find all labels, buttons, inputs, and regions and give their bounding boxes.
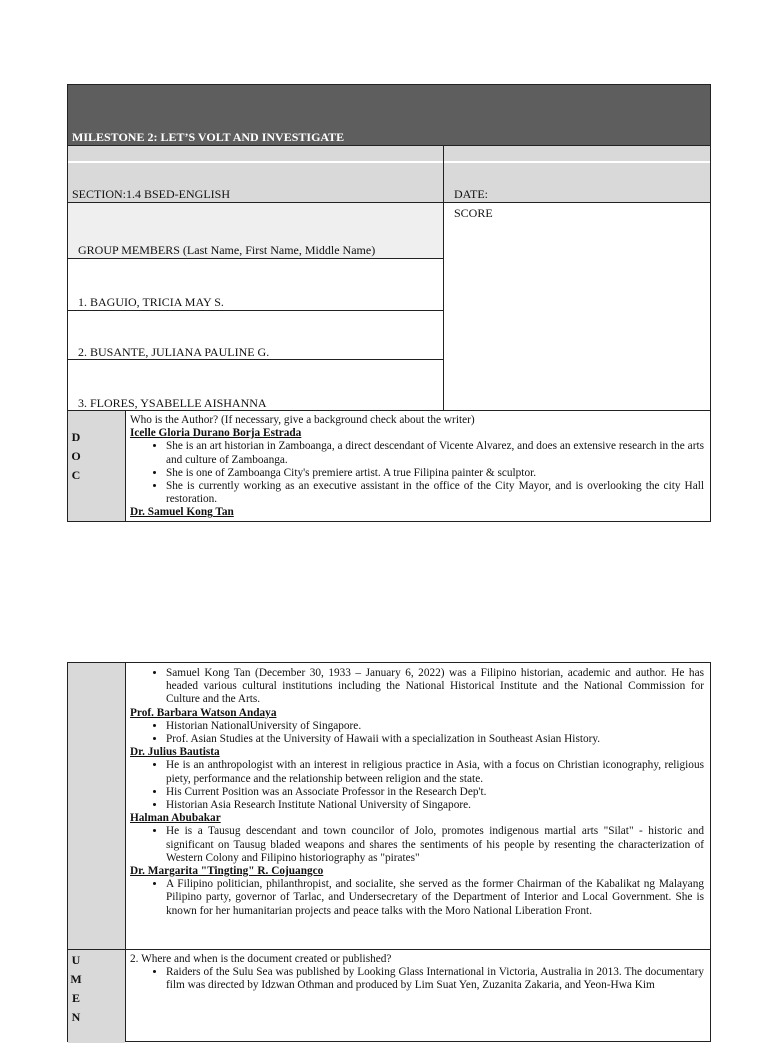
side-letter: E: [71, 991, 80, 1005]
list-item: • He is a Tausug descendant and town councilor of Jolo, promotes indigenous martial arts "Silat" - historic and significant on Tausug bladed weapons and shares the sentiments of his people by resenting the characterization of Western Colony and Filipino historiography as "pirates": [166, 825, 704, 865]
list-item: • Samuel Kong Tan (December 30, 1933 – January 6, 2022) was a Filipino historian, academic and author. He has headed various cultural institutions including the National Historical Institute and the National Commission for Culture and the Arts.: [166, 667, 704, 707]
answer-details: [130, 966, 704, 992]
form-title: MILESTONE 2: LET’S VOLT AND INVESTIGATE: [72, 130, 345, 144]
side-letter: O: [71, 449, 81, 463]
list-item: • Historian Asia Research Institute National University of Singapore.: [166, 799, 704, 812]
side-letters: [68, 428, 84, 485]
list-item: • Historian NationalUniversity of Singapore.: [166, 720, 704, 733]
side-letters: [68, 951, 84, 1027]
side-letter: U: [71, 953, 81, 967]
author-name: Dr. Margarita "Tingting" R. Cojuangco: [130, 865, 324, 878]
divider: [67, 949, 711, 950]
column-divider: [125, 410, 126, 522]
author-details: [130, 440, 704, 506]
list-item: • He is an anthropologist with an interest in religious practice in Asia, with a focus on Christian iconography, religious piety, performance and the relationship between religion and the state.: [166, 759, 704, 785]
question-2: 2. Where and when is the document created or published?: [130, 953, 392, 965]
author-name: Halman Abubakar: [130, 812, 221, 825]
author-name: Icelle Gloria Durano Borja Estrada: [130, 427, 302, 440]
question-2-cell: [130, 953, 704, 993]
member-3: 3. FLORES, YSABELLE AISHANNA: [78, 396, 267, 410]
continued-cell: [130, 667, 704, 918]
author-details: [130, 667, 704, 707]
list-item: • She is an art historian in Zamboanga, a direct descendant of Vicente Alvarez, and does an extensive research in the arts and culture of Zamboanga.: [166, 440, 704, 466]
side-letter: M: [70, 972, 82, 986]
author-details: [130, 759, 704, 812]
author-name: Prof. Barbara Watson Andaya: [130, 706, 277, 719]
side-letter: C: [71, 468, 81, 482]
author-name: Dr. Julius Bautista: [130, 746, 220, 759]
divider: [68, 161, 710, 163]
member-1: 1. BAGUIO, TRICIA MAY S.: [78, 295, 224, 309]
group-members-label: GROUP MEMBERS (Last Name, First Name, Middle Name): [78, 243, 376, 257]
author-details: [130, 878, 704, 918]
side-letter: D: [71, 430, 81, 444]
list-item: • Raiders of the Sulu Sea was published by Looking Glass International in Victoria, Australia in 2013. The documentary film was directed by Idzwan Othman and produced by Lim Suat Yen, Zuzanita Zakaria, and Yeon-Hwa Kim: [166, 966, 704, 992]
author-details: [130, 720, 704, 746]
list-item: • A Filipino politician, philanthropist, and socialite, she served as the former Chairman of the Kabalikat ng Malayang Pilipino party, governor of Tarlac, and Undersecretary of the Department of Interior and Local Government. She is known for her humanitarian projects and peace talks with the Moro National Liberation Front.: [166, 878, 704, 918]
divider: [67, 410, 711, 411]
list-item: • His Current Position was an Associate Professor in the Research Dep't.: [166, 786, 704, 799]
question-1: Who is the Author? (If necessary, give a background check about the writer): [130, 414, 475, 426]
divider: [67, 258, 444, 259]
score-label: SCORE: [454, 206, 493, 220]
divider: [67, 359, 444, 360]
divider: [67, 310, 444, 311]
column-divider: [125, 662, 126, 1042]
date-label: DATE:: [454, 187, 488, 201]
side-letter: N: [71, 1010, 81, 1024]
author-details: [130, 825, 704, 865]
column-divider: [443, 145, 444, 411]
list-item: • Prof. Asian Studies at the University of Hawaii with a specialization in Southeast Asian History.: [166, 733, 704, 746]
list-item: • She is currently working as an executive assistant in the office of the City Mayor, and is overlooking the city Hall restoration.: [166, 480, 704, 506]
member-2: 2. BUSANTE, JULIANA PAULINE G.: [78, 345, 270, 359]
list-item: • She is one of Zamboanga City's premiere artist. A true Filipina painter & sculptor.: [166, 467, 704, 480]
divider: [67, 145, 711, 146]
author-name: Dr. Samuel Kong Tan: [130, 506, 234, 519]
question-1-cell: [130, 414, 704, 520]
section-label: SECTION:1.4 BSED-ENGLISH: [72, 187, 230, 201]
